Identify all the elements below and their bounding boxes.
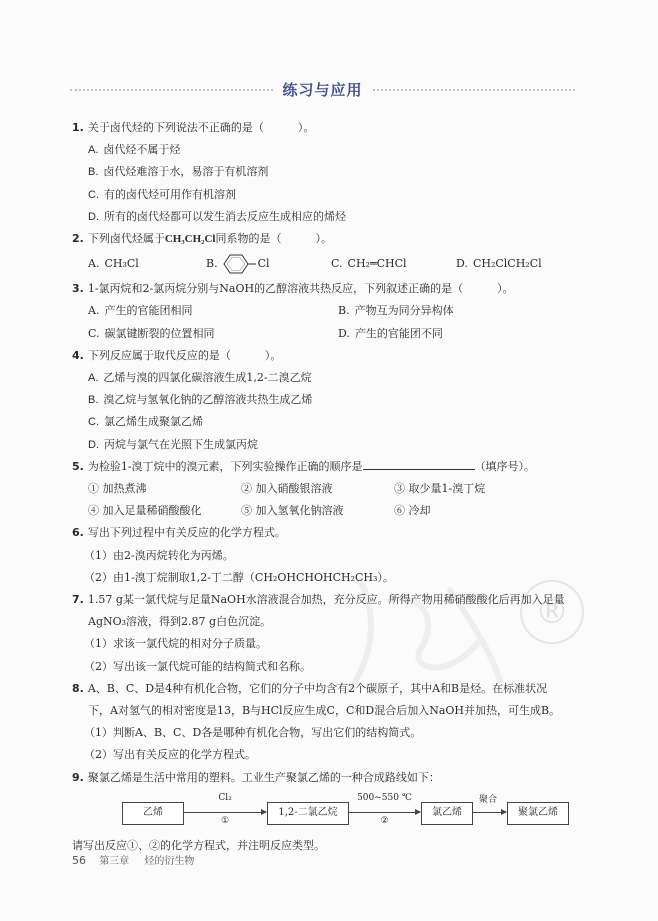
stem-end: ）。 [315, 232, 332, 246]
question-number: 7. [72, 593, 84, 607]
flow-arrow-3 [473, 812, 506, 813]
section-header [70, 78, 575, 100]
chapter-label: 第三章 [99, 856, 130, 867]
sub-question-2: （2）由1-溴丁烷制取1,2-丁二醇（CH₂OHCHOHCH₂CH₃）。 [84, 570, 394, 584]
options-row [72, 250, 592, 278]
stem-end: ）。 [264, 348, 282, 362]
question-stem: 1.57 g某一氯代烷与足量NaOH水溶液混合加热，充分反应。所得产物用稀硝酸酸化后再加入足量 [87, 593, 565, 607]
question-2 [72, 228, 592, 278]
question-number: 8. [72, 681, 84, 695]
question-number: 2. [72, 232, 84, 246]
stem-end: ）。 [297, 121, 315, 134]
step-6: ⑥ 冷却 [394, 504, 431, 518]
option-c: C. 有的卤代烃可用作有机溶剂 [88, 187, 236, 201]
question-stem: 聚氯乙烯是生活中常用的塑料。工业生产聚氯乙烯的一种合成路线如下： [87, 770, 440, 784]
option-b: B. 卤代烃难溶于水，易溶于有机溶剂 [88, 165, 269, 179]
flow-box-pvc: 聚氯乙烯 [507, 802, 569, 825]
answer-blank[interactable] [363, 457, 475, 470]
question-stem: 1-氯丙烷和2-氯丙烷分别与NaOH的乙醇溶液共热反应，下列叙述正确的是（ [87, 282, 464, 296]
flow-box-ethylene: 乙烯 [122, 802, 184, 825]
arrow-2-step: ② [380, 815, 389, 826]
exercise-list [72, 117, 592, 857]
arrow-2-condition: 500~550 ℃ [357, 792, 412, 803]
question-stem-cont: 下，A对氢气的相对密度是13，B与HCl反应生成C，C和D混合后加入NaOH并加热，可生成B。 [88, 704, 561, 718]
question-4 [72, 345, 592, 456]
arrow-3-process: 聚合 [478, 794, 497, 805]
option-a: A. 产生的官能团相同 [88, 304, 193, 318]
question-stem: 下列卤代烃属于 [87, 232, 165, 246]
option-a: A. 卤代烃不属于烃 [88, 143, 181, 157]
option-d: D. 丙烷与氯气在光照下生成氯丙烷 [88, 437, 258, 451]
step-4: ④ 加入足量稀硝酸酸化 [88, 504, 202, 518]
flow-arrow-1 [184, 812, 266, 813]
option-a: A. 乙烯与溴的四氯化碳溶液生成1,2-二溴乙烷 [88, 371, 312, 385]
flow-box-vinyl-chloride: 氯乙烯 [421, 802, 473, 825]
sub-question-2: （2）写出该一氯代烷可能的结构简式和名称。 [84, 659, 311, 673]
option-c: C. 碳氯键断裂的位置相同 [88, 326, 215, 340]
formula: CH₃CH₂Cl [164, 233, 216, 246]
stem-end: ）。 [497, 282, 514, 296]
option-a: A. CH₃Cl [88, 257, 139, 271]
question-stem: 关于卤代烃的下列说法不正确的是（ [87, 121, 264, 134]
page-number: 56 [72, 854, 86, 867]
option-d: D. 产生的官能团不同 [338, 326, 443, 340]
dotted-rule-left [70, 89, 273, 91]
question-number: 9. [72, 770, 84, 784]
question-number: 4. [72, 348, 84, 362]
question-tail: 请写出反应①、②的化学方程式，并注明反应类型。 [72, 838, 325, 852]
question-number: 1. [72, 121, 84, 134]
page-footer [72, 852, 194, 867]
option-d: D. CH₂ClCH₂Cl [456, 257, 542, 271]
question-number: 5. [72, 459, 84, 473]
question-number: 3. [72, 282, 84, 296]
arrow-1-step: ① [220, 815, 230, 826]
step-2: ② 加入硝酸银溶液 [241, 482, 333, 496]
question-1 [72, 117, 592, 228]
question-stem: 下列反应属于取代反应的是（ [87, 348, 231, 362]
question-number: 6. [72, 526, 84, 540]
option-b: B. Cl [206, 253, 331, 275]
options-grid [72, 300, 592, 344]
question-stem: A、B、C、D是4种有机化合物，它们的分子中均含有2个碳原子，其中A和B是烃。在标准状况 [87, 681, 548, 695]
flow-arrow-2 [349, 812, 420, 813]
steps-grid [72, 478, 592, 522]
question-9 [72, 767, 592, 857]
flow-box-dichloroethane: 1,2-二氯乙烷 [267, 802, 349, 825]
option-b: B. 溴乙烷与氢氧化钠的乙醇溶液共热生成乙烯 [88, 393, 313, 407]
question-stem-cont: 同系物的是（ [215, 232, 282, 246]
arrow-1-reagent: Cl₂ [218, 792, 232, 803]
option-c: C. 氯乙烯生成聚氯乙烯 [88, 415, 203, 429]
chapter-title: 烃的衍生物 [144, 856, 195, 867]
question-stem: 写出下列过程中有关反应的化学方程式。 [87, 526, 286, 540]
section-title: 练习与应用 [282, 80, 363, 99]
question-8 [72, 678, 592, 767]
sub-question-2: （2）写出有关反应的化学方程式。 [84, 748, 256, 762]
option-c: C. CH₂═CHCl [331, 257, 407, 271]
stem-end: （填序号）。 [474, 459, 536, 473]
question-stem-cont: AgNO₃溶液，得到2.87 g白色沉淀。 [88, 615, 272, 629]
step-3: ③ 取少量1-溴丁烷 [394, 482, 486, 496]
dotted-rule-right [373, 89, 576, 91]
option-d: D. 所有的卤代烃都可以发生消去反应生成相应的烯烃 [88, 209, 346, 223]
synthesis-route-diagram [122, 791, 558, 835]
question-7 [72, 589, 592, 678]
sub-question-1: （1）求该一氯代烷的相对分子质量。 [84, 637, 267, 651]
step-1: ① 加热煮沸 [88, 482, 147, 496]
sub-question-1: （1）判断A、B、C、D各是哪种有机化合物，写出它们的结构简式。 [84, 726, 422, 740]
registered-watermark-icon: ® [520, 580, 584, 644]
question-5 [72, 456, 592, 523]
sub-question-1: （1）由2-溴丙烷转化为丙烯。 [84, 548, 234, 562]
question-3 [72, 278, 592, 345]
question-6 [72, 522, 592, 589]
option-b: B. 产物互为同分异构体 [338, 304, 454, 318]
question-stem: 为检验1-溴丁烷中的溴元素，下列实验操作正确的顺序是 [87, 459, 363, 473]
step-5: ⑤ 加入氢氧化钠溶液 [241, 504, 344, 518]
